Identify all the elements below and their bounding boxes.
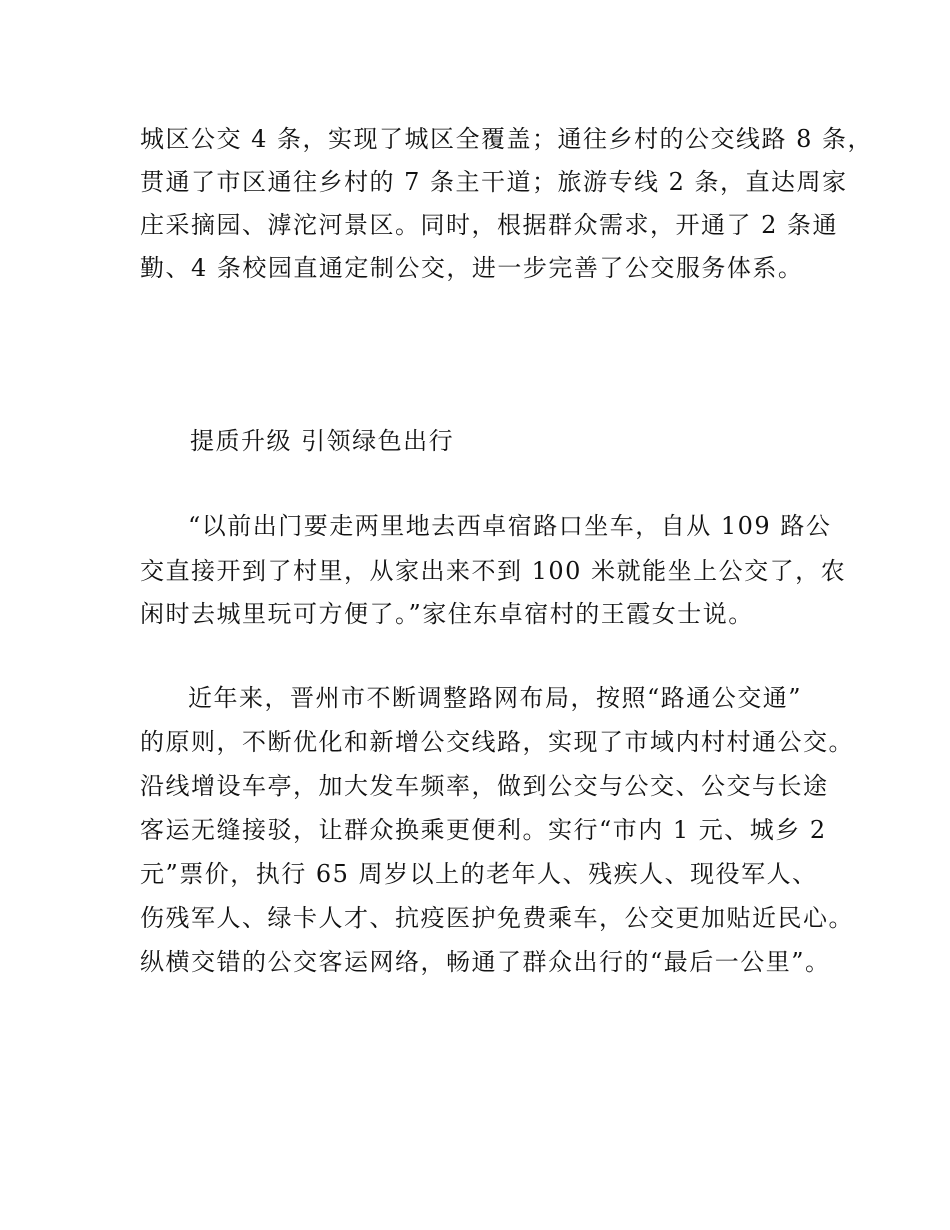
paragraph-3-line-7: 纵横交错的公交客运网络，畅通了群众出行的“最后一公里”。	[140, 948, 831, 976]
paragraph-3-line-6: 伤残军人、绿卡人才、抗疫医护免费乘车，公交更加贴近民心。	[140, 904, 854, 932]
paragraph-3-line-1: 近年来，晋州市不断调整路网布局，按照“路通公交通”	[188, 684, 803, 712]
paragraph-1-line-3: 庄采摘园、滹沱河景区。同时，根据群众需求，开通了 2 条通	[140, 211, 839, 239]
paragraph-2-line-2: 交直接开到了村里，从家出来不到 100 米就能坐上公交了，农	[140, 557, 847, 585]
paragraph-2-line-1: “以前出门要走两里地去西卓宿路口坐车，自从 109 路公	[188, 512, 832, 540]
paragraph-3-line-2: 的原则，不断优化和新增公交线路，实现了市域内村村通公交。	[140, 728, 854, 756]
paragraph-3-line-4: 客运无缝接驳，让群众换乘更便利。实行“市内 1 元、城乡 2	[140, 816, 827, 844]
paragraph-1-line-2: 贯通了市区通往乡村的 7 条主干道；旅游专线 2 条，直达周家	[140, 168, 848, 196]
paragraph-1-line-4: 勤、4 条校园直通定制公交，进一步完善了公交服务体系。	[140, 254, 804, 282]
paragraph-3-line-5: 元”票价，执行 65 周岁以上的老年人、残疾人、现役军人、	[140, 860, 818, 888]
paragraph-3-line-3: 沿线增设车亭，加大发车频率，做到公交与公交、公交与长途	[140, 772, 829, 800]
section-heading: 提质升级 引领绿色出行	[190, 427, 455, 455]
paragraph-2-line-3: 闲时去城里玩可方便了。”家住东卓宿村的王霞女士说。	[140, 600, 754, 628]
paragraph-1-line-1: 城区公交 4 条，实现了城区全覆盖；通往乡村的公交线路 8 条，	[140, 125, 874, 153]
